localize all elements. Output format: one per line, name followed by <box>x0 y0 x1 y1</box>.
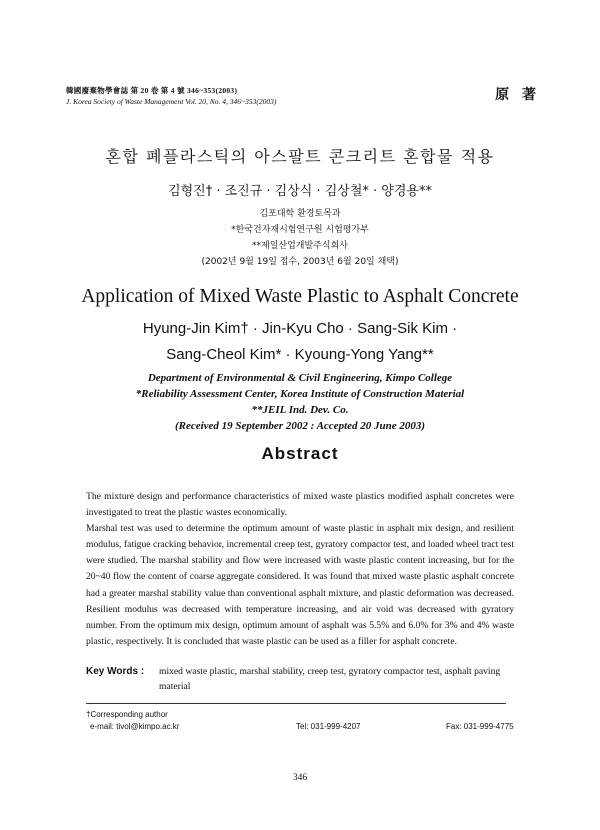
journal-korean-line: 韓國廢棄物學會誌 第 20 卷 第 4 號 346~353(2003) <box>66 86 238 95</box>
footnote-fax: Fax: 031-999-4775 <box>446 722 514 731</box>
english-authors-line-2: Sang-Cheol Kim* · Kyoung-Yong Yang** <box>166 346 434 363</box>
page-number: 346 <box>292 773 308 783</box>
abstract-body <box>86 489 514 650</box>
korean-affiliation-3: **제일산업개발주식회사 <box>252 241 348 251</box>
english-received-dates: (Received 19 September 2002 : Accepted 20 June 2003) <box>174 420 426 432</box>
english-affiliation-3: **JEIL Ind. Dev. Co. <box>251 404 349 416</box>
keywords-label: Key Words : <box>86 666 145 677</box>
keywords <box>86 664 514 694</box>
abstract-paragraph-1: The mixture design and performance characteristics of mixed waste plastics modified asphalt concretes were investigated to treat the plastic wastes economically. <box>86 491 514 519</box>
abstract-paragraph-2: Marshal test was used to determine the optimum amount of waste plastic in asphalt mix design, and resilient modulus, fatigue cracking behavior, incremental creep test, gyratory compactor test, and loaded wheel tract test were studied. The marshal stability and flow were increased with waste plastic content increasing, but for the 20~40 flow the content of coarse aggregate considered. It was found that mixed waste plastic asphalt concrete had a greater marshal stability value than conventional asphalt mixture, and plastic deformation was decreased. Resilient modulus was decreased with temperature increasing, and air void was decreased with gyratory number. From the optimum mix design, optimum amount of asphalt was 5.5% and 6.0% for 3% and 4% waste plastic, respectively. It is concluded that waste plastic can be used as a filler for asphalt concrete. <box>86 523 514 647</box>
footnote-divider <box>86 703 506 704</box>
keywords-text: mixed waste plastic, marshal stability, creep test, gyratory compactor test, asphalt paving material <box>159 666 501 692</box>
korean-title: 혼합 폐플라스틱의 아스팔트 콘크리트 혼합물 적용 <box>105 147 495 166</box>
journal-english-line: J. Korea Society of Waste Management Vol. 20, No. 4, 346~353(2003) <box>66 97 277 106</box>
english-authors-line-1: Hyung-Jin Kim† · Jin-Kyu Cho · Sang-Sik Kim · <box>142 320 458 337</box>
english-affiliation-2: *Reliability Assessment Center, Korea Institute of Construction Material <box>135 388 465 400</box>
korean-affiliation-2: *한국건자재시험연구원 시험평가부 <box>231 225 369 235</box>
article-type-badge: 原 著 <box>495 87 540 103</box>
korean-received-dates: (2002년 9월 19일 접수, 2003년 6월 20일 채택) <box>201 257 399 267</box>
korean-authors: 김형진† · 조진규 · 김상식 · 김상철* · 양경용** <box>168 184 432 199</box>
abstract-heading: Abstract <box>261 444 339 463</box>
footnote-tel: Tel: 031-999-4207 <box>296 722 361 731</box>
english-title: Application of Mixed Waste Plastic to Asphalt Concrete <box>81 286 519 307</box>
footnote-corresponding: †Corresponding author <box>86 710 168 719</box>
footnote-email: e-mail: tivol@kimpo.ac.kr <box>90 722 180 731</box>
korean-affiliation-1: 김포대학 환경토목과 <box>259 209 341 219</box>
english-affiliation-1: Department of Environmental & Civil Engineering, Kimpo College <box>147 372 453 384</box>
